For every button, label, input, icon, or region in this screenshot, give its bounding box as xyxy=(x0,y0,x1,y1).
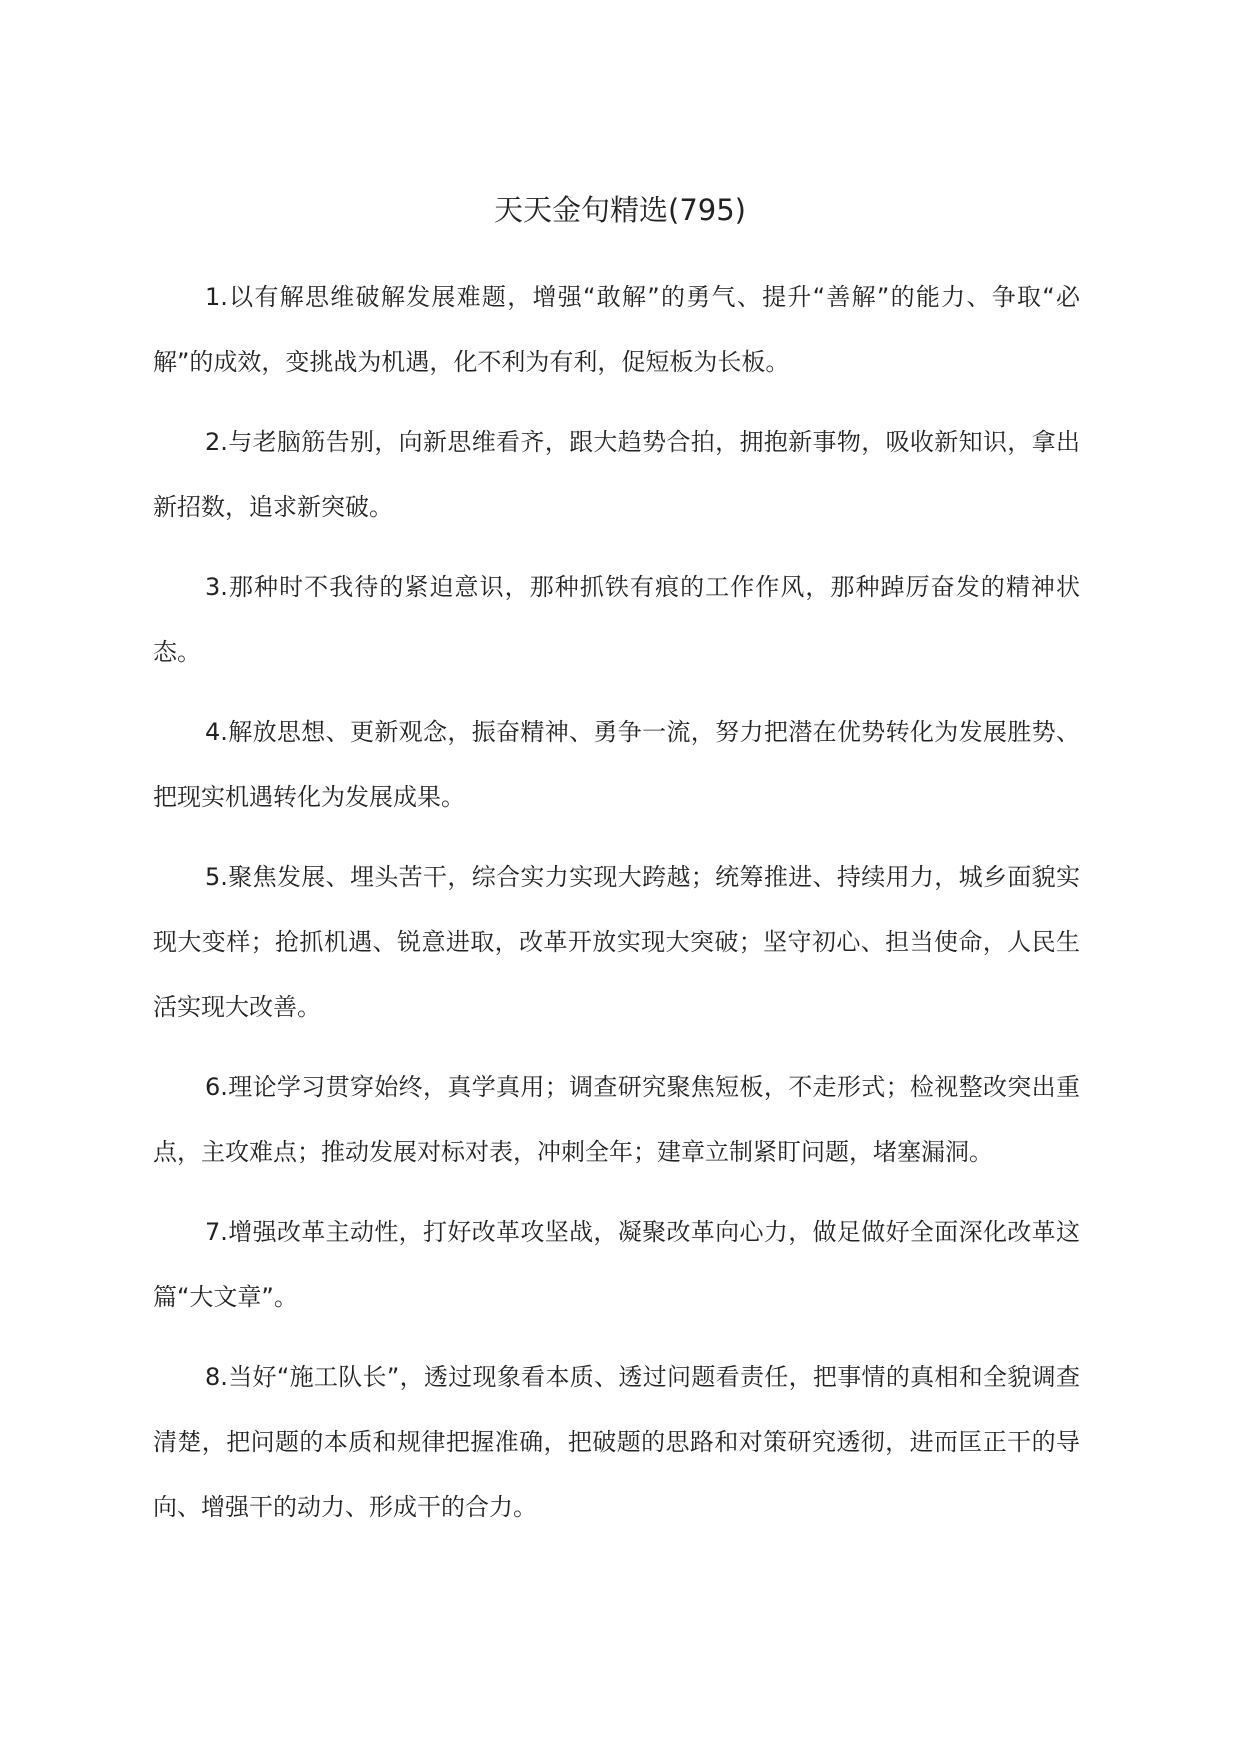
document-title: 天天金句精选(795) xyxy=(494,193,746,227)
quote-item-7: 7.增强改革主动性，打好改革攻坚战，凝聚改革向心力，做足做好全面深化改革这篇“大文章”。 xyxy=(153,1218,1080,1311)
quote-item-6: 6.理论学习贯穿始终，真学真用；调查研究聚焦短板，不走形式；检视整改突出重点，主攻难点；推动发展对标对表，冲刺全年；建章立制紧盯问题，堵塞漏洞。 xyxy=(153,1073,1080,1166)
quote-item-8: 8.当好“施工队长”，透过现象看本质、透过问题看责任，把事情的真相和全貌调查清楚，把问题的本质和规律把握准确，把破题的思路和对策研究透彻，进而匡正干的导向、增强干的动力、形成干的合力。 xyxy=(153,1363,1080,1521)
quote-item-1: 1.以有解思维破解发展难题，增强“敢解”的勇气、提升“善解”的能力、争取“必解”的成效，变挑战为机遇，化不利为有利，促短板为长板。 xyxy=(153,283,1080,376)
quote-item-5: 5.聚焦发展、埋头苦干，综合实力实现大跨越；统筹推进、持续用力，城乡面貌实现大变样；抢抓机遇、锐意进取，改革开放实现大突破；坚守初心、担当使命，人民生活实现大改善。 xyxy=(153,863,1080,1021)
quote-list xyxy=(153,265,1080,1555)
quote-item-4: 4.解放思想、更新观念，振奋精神、勇争一流，努力把潜在优势转化为发展胜势、把现实机遇转化为发展成果。 xyxy=(153,718,1080,811)
quote-item-2: 2.与老脑筋告别，向新思维看齐，跟大趋势合拍，拥抱新事物，吸收新知识，拿出新招数，追求新突破。 xyxy=(153,428,1080,521)
quote-item-3: 3.那种时不我待的紧迫意识，那种抓铁有痕的工作作风，那种踔厉奋发的精神状态。 xyxy=(153,573,1080,666)
